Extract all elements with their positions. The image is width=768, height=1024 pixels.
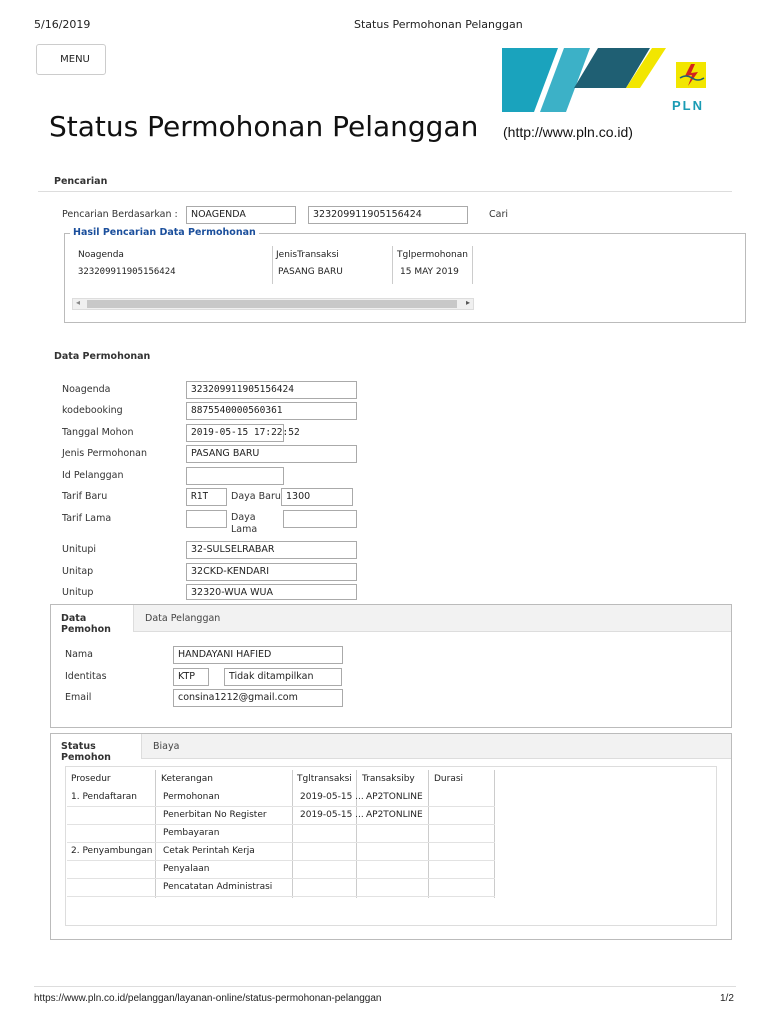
status-cell-prosedur: 2. Penyambungan (71, 846, 153, 856)
tab-data-pemohon[interactable] (51, 605, 134, 635)
nama-label: Nama (65, 649, 94, 660)
status-row-divider (67, 896, 495, 897)
status-cell-prosedur: 1. Pendaftaran (71, 792, 137, 802)
unitup-label: Unitup (62, 587, 94, 598)
scroll-thumb[interactable] (87, 300, 457, 308)
tab-status-pemohon[interactable] (51, 734, 142, 763)
pemohon-panel (50, 604, 732, 728)
tab-data-pelanggan[interactable]: Data Pelanggan (145, 613, 221, 624)
status-row[interactable] (67, 860, 495, 878)
result-row[interactable] (72, 264, 472, 280)
status-col-transaksiby[interactable]: Transaksiby (362, 774, 415, 784)
tanggal-mohon-label: Tanggal Mohon (62, 427, 134, 438)
status-col-durasi[interactable]: Durasi (434, 774, 464, 784)
kodebooking-field[interactable]: 8875540000560361 (186, 402, 357, 420)
daya-baru-label: Daya Baru (231, 491, 281, 502)
result-cell-jenis: PASANG BARU (278, 267, 343, 277)
search-result-title: Hasil Pencarian Data Permohonan (70, 227, 259, 238)
noagenda-field[interactable]: 323209911905156424 (186, 381, 357, 399)
jenis-permohonan-label: Jenis Permohonan (62, 448, 148, 459)
result-horizontal-scrollbar[interactable] (72, 298, 474, 310)
noagenda-label: Noagenda (62, 384, 111, 395)
page-url-note: (http://www.pln.co.id) (503, 124, 633, 140)
status-cell-keterangan: Pembayaran (163, 828, 220, 838)
scroll-right-icon[interactable]: ▸ (465, 298, 470, 307)
id-pelanggan-label: Id Pelanggan (62, 470, 124, 481)
permohonan-section-title: Data Permohonan (54, 351, 151, 362)
identitas-label: Identitas (65, 671, 107, 682)
unitup-field[interactable]: 32320-WUA WUA (186, 584, 357, 600)
email-field[interactable]: consina1212@gmail.com (173, 689, 343, 707)
search-divider (38, 191, 732, 192)
search-by-label: Pencarian Berdasarkan : (62, 209, 178, 220)
footer-page-number: 1/2 (720, 993, 734, 1004)
kodebooking-label: kodebooking (62, 405, 123, 416)
print-title: Status Permohonan Pelanggan (354, 18, 523, 31)
status-row[interactable] (67, 842, 495, 860)
tarif-baru-field[interactable]: R1T (186, 488, 227, 506)
search-button[interactable]: Cari (489, 209, 508, 220)
search-section-title: Pencarian (54, 176, 108, 187)
daya-baru-field[interactable]: 1300 (281, 488, 353, 506)
pln-logo-text: PLN (672, 98, 704, 113)
status-row[interactable] (67, 878, 495, 896)
identitas-value-field[interactable]: Tidak ditampilkan (224, 668, 342, 686)
result-col-jenis[interactable]: JenisTransaksi (276, 250, 339, 260)
status-col-tgltransaksi[interactable]: Tgltransaksi (297, 774, 352, 784)
footer-divider (34, 986, 736, 987)
tarif-baru-label: Tarif Baru (62, 491, 108, 502)
search-type-field[interactable]: NOAGENDA (186, 206, 296, 224)
result-cell-noagenda: 323209911905156424 (78, 267, 176, 277)
id-pelanggan-field[interactable] (186, 467, 284, 485)
tab-data-pemohon-label: Data Pemohon (61, 613, 111, 635)
footer-url[interactable]: https://www.pln.co.id/pelanggan/layanan-online/status-permohonan-pelanggan (34, 993, 382, 1004)
daya-lama-label-line2: Lama (231, 524, 258, 535)
unitap-field[interactable]: 32CKD-KENDARI (186, 563, 357, 581)
status-cell-keterangan: Pencatatan Administrasi (163, 882, 273, 892)
daya-lama-label-line1: Daya (231, 512, 256, 523)
tab-biaya[interactable]: Biaya (153, 741, 180, 752)
scroll-left-icon[interactable]: ◂ (76, 298, 81, 307)
print-date: 5/16/2019 (34, 18, 91, 31)
result-col-tgl[interactable]: Tglpermohonan (397, 250, 468, 260)
status-panel (50, 733, 732, 940)
identitas-type-field[interactable]: KTP (173, 668, 209, 686)
status-col-prosedur[interactable]: Prosedur (71, 774, 111, 784)
tanggal-mohon-field[interactable]: 2019-05-15 17:22:52 (186, 424, 284, 442)
tarif-lama-label: Tarif Lama (62, 513, 112, 524)
status-col-keterangan[interactable]: Keterangan (161, 774, 213, 784)
result-cell-tgl: 15 MAY 2019 (400, 267, 459, 277)
status-cell-transaksiby: AP2TONLINE (366, 810, 423, 820)
pln-logo[interactable] (502, 48, 714, 112)
status-cell-keterangan: Penerbitan No Register (163, 810, 267, 820)
nama-field[interactable]: HANDAYANI HAFIED (173, 646, 343, 664)
result-col-noagenda[interactable]: Noagenda (78, 250, 124, 260)
status-cell-keterangan: Permohonan (163, 792, 220, 802)
tab-status-pemohon-label: Status Pemohon (61, 741, 111, 763)
unitupi-label: Unitupi (62, 544, 97, 555)
status-cell-keterangan: Cetak Perintah Kerja (163, 846, 255, 856)
status-cell-keterangan: Penyalaan (163, 864, 210, 874)
search-value-input[interactable]: 323209911905156424 (308, 206, 468, 224)
status-row[interactable] (67, 824, 495, 842)
page-title: Status Permohonan Pelanggan (49, 110, 479, 143)
status-cell-transaksiby: AP2TONLINE (366, 792, 423, 802)
email-label: Email (65, 692, 92, 703)
status-row[interactable] (67, 806, 495, 824)
status-cell-tgltransaksi: 2019-05-15 ... (300, 810, 364, 820)
daya-lama-field[interactable] (283, 510, 357, 528)
unitupi-field[interactable]: 32-SULSELRABAR (186, 541, 357, 559)
status-cell-tgltransaksi: 2019-05-15 ... (300, 792, 364, 802)
jenis-permohonan-field[interactable]: PASANG BARU (186, 445, 357, 463)
unitap-label: Unitap (62, 566, 94, 577)
menu-button[interactable]: MENU (36, 44, 106, 75)
tarif-lama-field[interactable] (186, 510, 227, 528)
status-row[interactable] (67, 788, 495, 806)
result-col-separator (472, 246, 473, 284)
